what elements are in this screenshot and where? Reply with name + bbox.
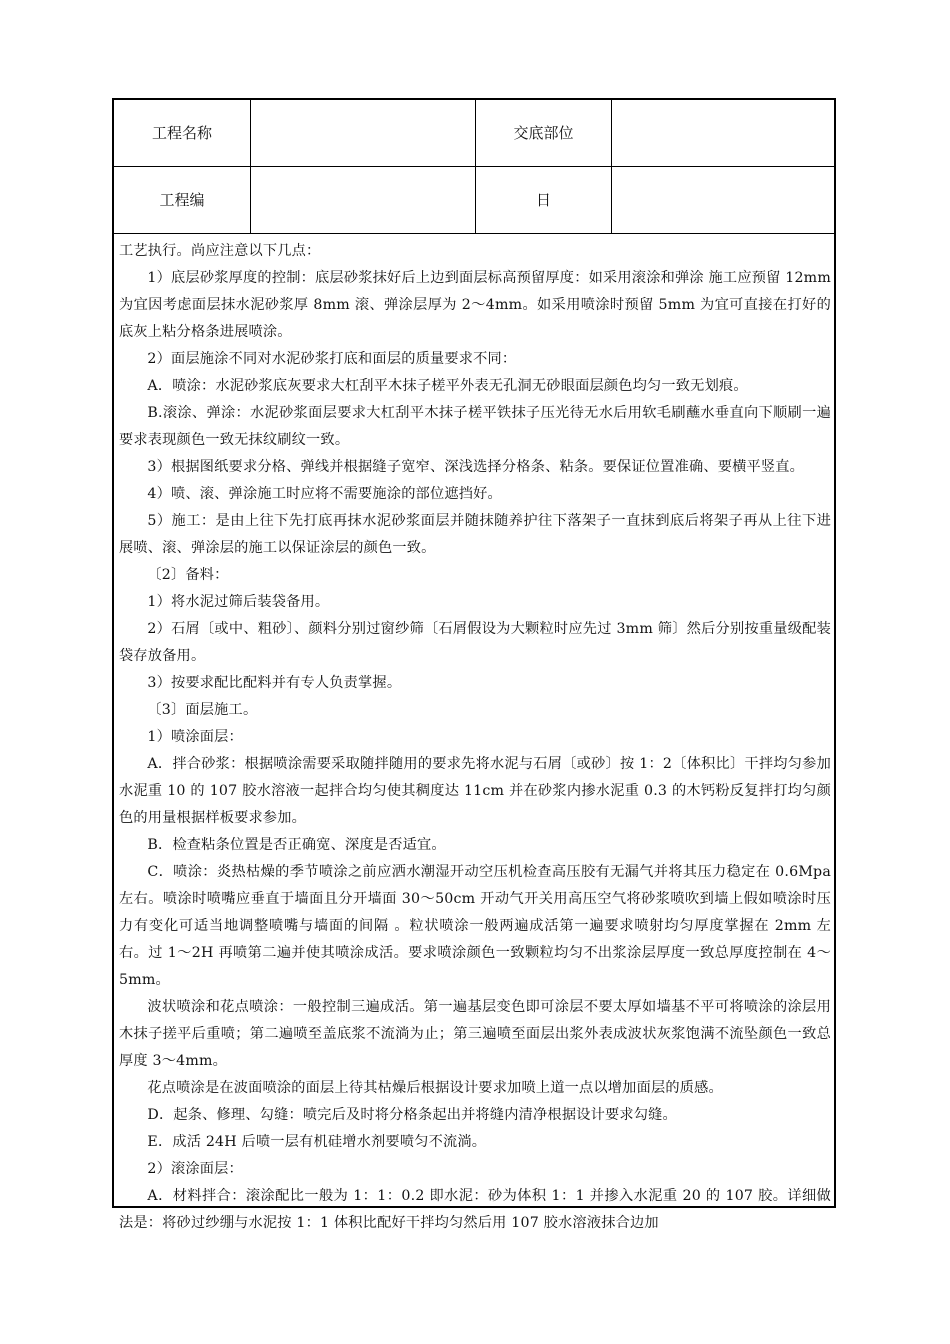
paragraph: 1）将水泥过筛后装袋备用。 bbox=[147, 594, 330, 610]
header-table bbox=[114, 100, 834, 234]
paragraph: 2）滚涂面层： bbox=[147, 1161, 243, 1177]
date-label: 日 bbox=[535, 191, 551, 209]
paragraph: B.滚涂、弹涂：水泥砂浆面层要求大杠刮平木抹子槎平铁抹子压光待无水后用软毛刷蘸水垂直向下顺刷一遍要求表现颜色一致无抹纹刷纹一致。 bbox=[119, 405, 831, 448]
row-divider bbox=[114, 233, 834, 234]
project-no-label: 工程编 bbox=[159, 191, 205, 209]
disclosure-body bbox=[119, 238, 831, 1237]
paragraph: 〔2〕备料： bbox=[147, 567, 229, 583]
paragraph: E．成活 24H 后喷一层有机硅增水剂要喷匀不流淌。 bbox=[147, 1134, 487, 1150]
paragraph: 〔3〕面层施工。 bbox=[147, 702, 258, 718]
paragraph: 工艺执行。尚应注意以下几点： bbox=[119, 243, 321, 259]
paragraph: C．喷涂：炎热枯燥的季节喷涂之前应洒水潮湿开动空压机检查高压胶有无漏气并将其压力稳定在 0.6Mpa 左右。喷涂时喷嘴应垂直于墙面且分开墙面 30～50cm 开动气开关用高压空气将砂浆喷吹到墙上假如喷涂时压力有变化可适当地调整喷嘴与墙面的间隔 。粒状喷涂一般两遍成活第一遍要求喷射均匀厚度掌握在 2mm 左右。过 1～2H 再喷第二遍并使其喷涂成活。要求喷涂颜色一致颗粒均匀不出浆涂层厚度一致总厚度控制在 4～5mm。 bbox=[119, 864, 831, 988]
paragraph: 1）喷涂面层： bbox=[147, 729, 243, 745]
paragraph: A．材料拌合：滚涂配比一般为 1：1：0.2 即水泥：砂为体积 1：1 并掺入水泥重 20 的 107 胶。详细做法是：将砂过纱绷与水泥按 1：1 体积比配好干拌均匀然后用 107 胶水溶液抹合边加 bbox=[119, 1188, 831, 1231]
paragraph: B．检查粘条位置是否正确宽、深度是否适宜。 bbox=[147, 837, 446, 853]
row-divider bbox=[114, 166, 834, 167]
column-divider bbox=[475, 100, 476, 234]
paragraph: 2）石屑〔或中、粗砂〕、颜料分别过窗纱筛〔石屑假设为大颗粒时应先过 3mm 筛〕然后分别按重量级配装袋存放备用。 bbox=[119, 621, 831, 664]
paragraph: 3）根据图纸要求分格、弹线并根据缝子宽窄、深浅选择分格条、粘条。要保证位置准确、要横平竖直。 bbox=[147, 459, 805, 475]
paragraph: A．拌合砂浆：根据喷涂需要采取随拌随用的要求先将水泥与石屑〔或砂〕按 1：2〔体积比〕干拌均匀参加水泥重 10 的 107 胶水溶液一起拌合均匀使其稠度达 11cm 并在砂浆内掺水泥重 0.3 的木钙粉反复拌打均匀颜色的用量根据样板要求参加。 bbox=[119, 756, 831, 826]
paragraph: 3）按要求配比配料并有专人负责掌握。 bbox=[147, 675, 402, 691]
paragraph: 4）喷、滚、弹涂施工时应将不需要施涂的部位遮挡好。 bbox=[147, 486, 502, 502]
project-name-label: 工程名称 bbox=[151, 124, 212, 142]
paragraph: 花点喷涂是在波面喷涂的面层上待其枯燥后根据设计要求加喷上道一点以增加面层的质感。 bbox=[147, 1080, 723, 1096]
disclosure-sheet bbox=[112, 98, 836, 1231]
column-divider bbox=[611, 100, 612, 234]
paragraph: 5）施工：是由上往下先打底再抹水泥砂浆面层并随抹随养护往下落架子一直抹到底后将架子再从上往下进展喷、滚、弹涂层的施工以保证涂层的颜色一致。 bbox=[119, 513, 831, 556]
column-divider bbox=[250, 100, 251, 234]
paragraph: A．喷涂：水泥砂浆底灰要求大杠刮平木抹子槎平外表无孔洞无砂眼面层颜色均匀一致无划痕。 bbox=[147, 378, 748, 394]
paragraph: 波状喷涂和花点喷涂：一般控制三遍成活。第一遍基层变色即可涂层不要太厚如墙基不平可将喷涂的涂层用木抹子搓平后重喷；第二遍喷至盖底浆不流淌为止；第三遍喷至面层出浆外表成波状灰浆饱满不流坠颜色一致总厚度 3～4mm。 bbox=[119, 999, 831, 1069]
paragraph: D．起条、修理、勾缝：喷完后及时将分格条起出并将缝内清净根据设计要求勾缝。 bbox=[147, 1107, 677, 1123]
location-label: 交底部位 bbox=[513, 124, 574, 142]
paragraph: 1）底层砂浆厚度的控制：底层砂浆抹好后上边到面层标高预留厚度：如采用滚涂和弹涂 施工应预留 12mm 为宜因考虑面层抹水泥砂浆厚 8mm 滚、弹涂层厚为 2～4mm。如采用喷涂时预留 5mm 为宜可直接在打好的底灰上粘分格条进展喷涂。 bbox=[119, 270, 831, 340]
paragraph: 2）面层施涂不同对水泥砂浆打底和面层的质量要求不同： bbox=[147, 351, 517, 367]
